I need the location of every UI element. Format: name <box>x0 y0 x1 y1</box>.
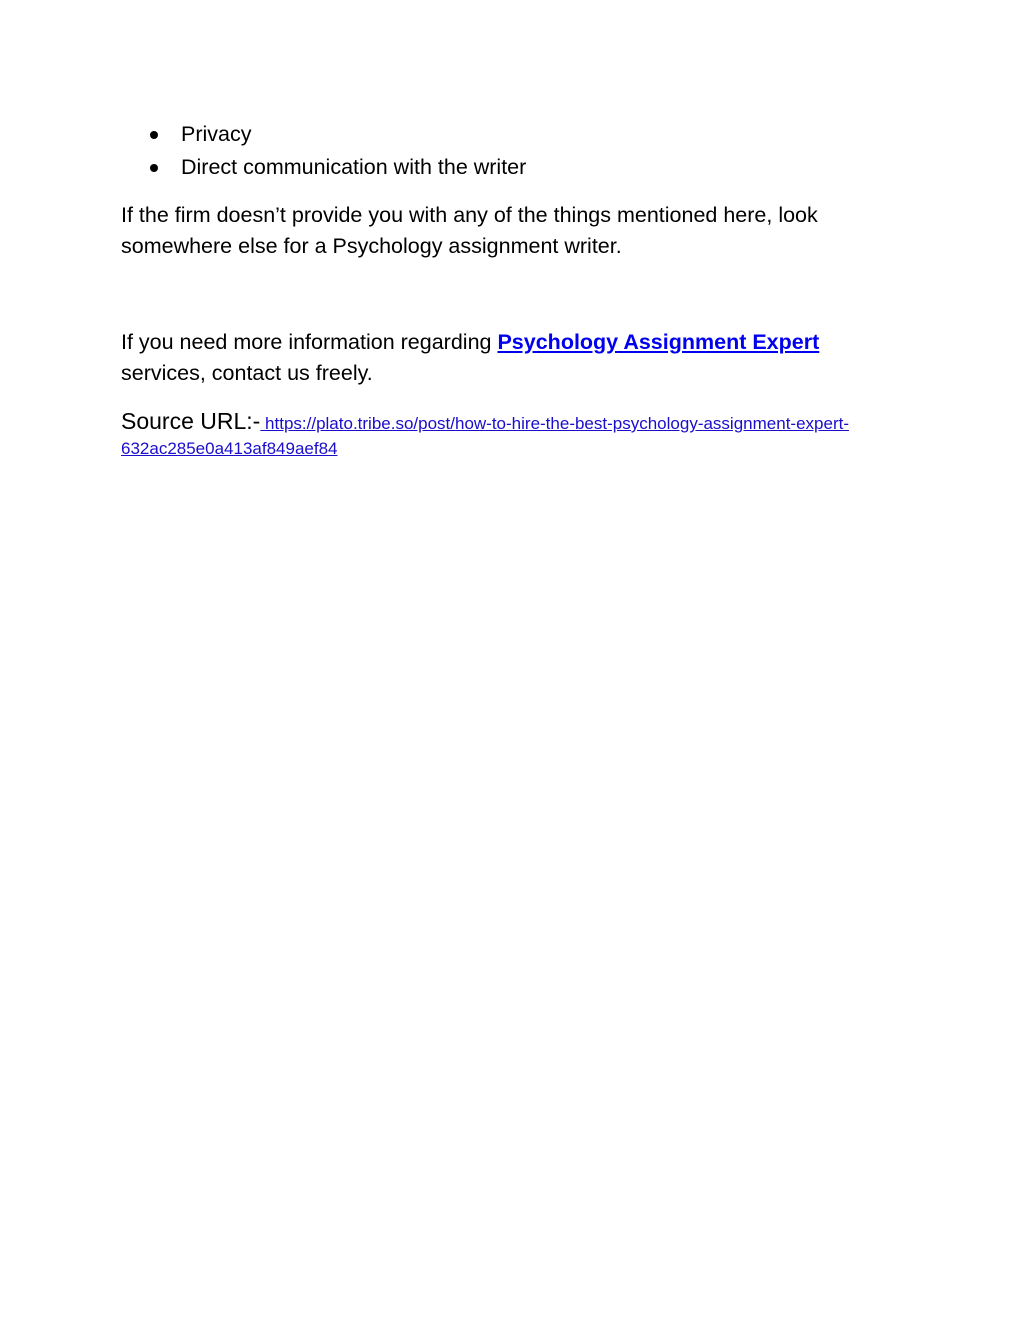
bullet-text: Privacy <box>181 122 252 146</box>
paragraph-contact <box>121 327 911 389</box>
bullet-icon <box>150 164 158 172</box>
paragraph-line: services, contact us freely. <box>121 361 373 385</box>
bullet-list <box>0 118 1024 184</box>
paragraph-advice <box>121 200 911 262</box>
paragraph-line: If the firm doesn’t provide you with any of the things mentioned here, look <box>121 203 818 227</box>
bullet-icon <box>150 131 158 139</box>
paragraph-line: somewhere else for a Psychology assignment writer. <box>121 234 622 258</box>
source-url-link[interactable]: https://plato.tribe.so/post/how-to-hire-the-best-psychology-assignment-expert- <box>260 414 849 433</box>
list-item <box>0 151 1024 184</box>
paragraph-prefix: If you need more information regarding <box>121 330 498 354</box>
psychology-assignment-expert-link[interactable]: Psychology Assignment Expert <box>497 330 820 354</box>
source-url-label: Source URL:- <box>121 408 261 434</box>
list-item <box>0 118 1024 151</box>
bullet-text: Direct communication with the writer <box>181 155 527 179</box>
source-url <box>121 405 921 461</box>
source-url-link-continued[interactable]: 632ac285e0a413af849aef84 <box>121 439 338 458</box>
paragraph-line <box>121 327 911 358</box>
